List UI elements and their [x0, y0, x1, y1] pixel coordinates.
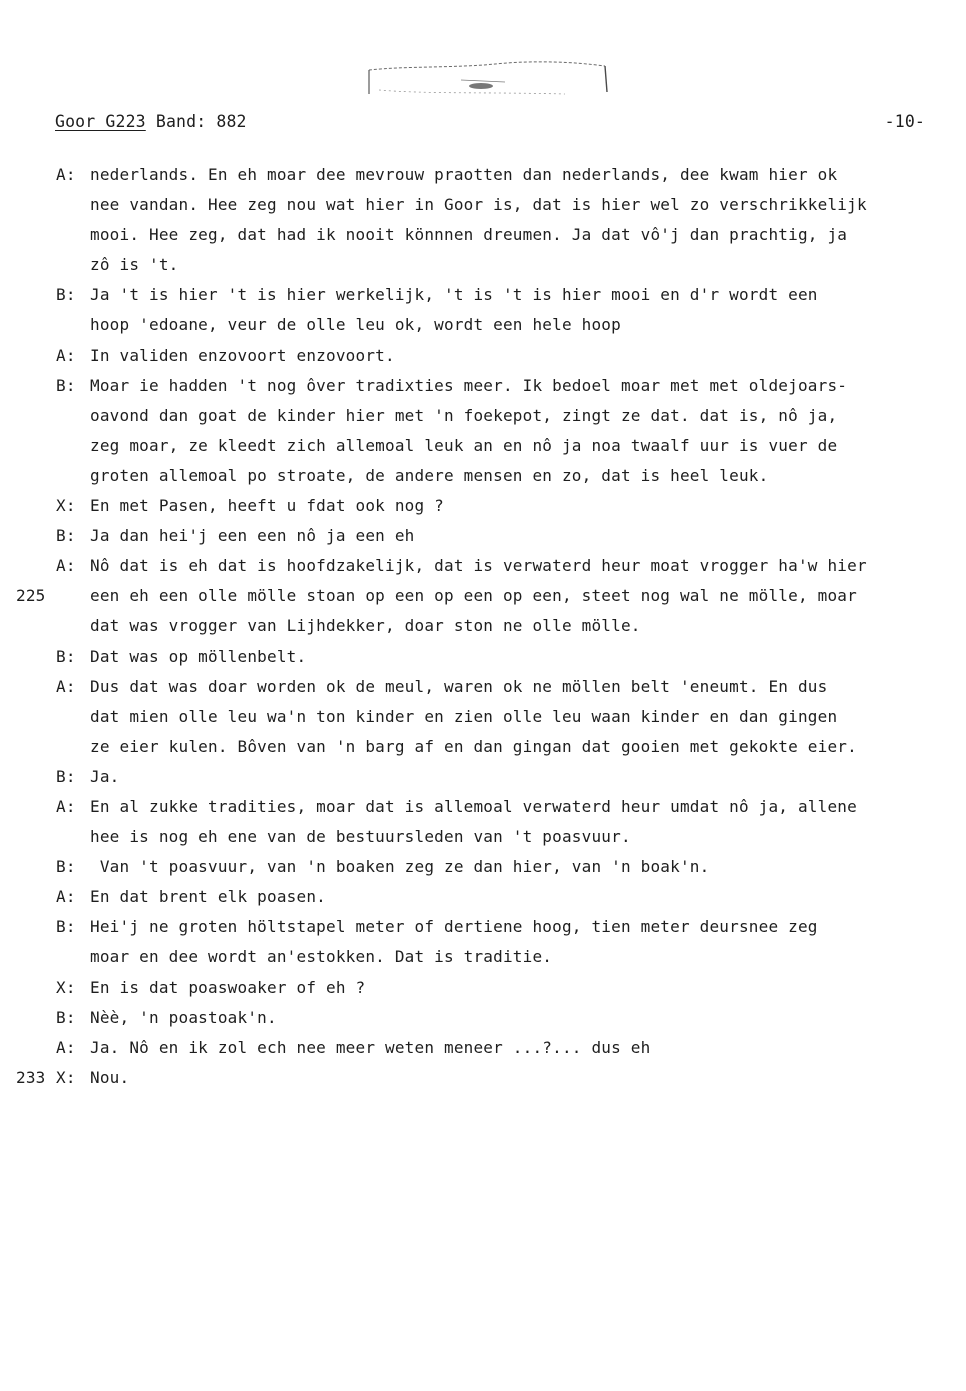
speaker-label: B:	[56, 285, 76, 305]
line-text: Nô dat is eh dat is hoofdzakelijk, dat is verwaterd heur moat vrogger ha'w hier	[90, 556, 867, 576]
transcript-body	[0, 160, 966, 1093]
line-text: Ja dan hei'j een een nô ja een eh	[90, 526, 415, 546]
transcript-line	[0, 521, 966, 551]
line-number-marker: 233	[16, 1067, 46, 1087]
archive-stamp-mark	[365, 58, 613, 102]
line-text: Moar ie hadden 't nog ôver tradixties meer. Ik bedoel moar met met oldejoars-	[90, 375, 848, 395]
speaker-label: X:	[56, 977, 76, 997]
line-text: Ja. Nô en ik zol ech nee meer weten meneer ...?... dus eh	[90, 1037, 651, 1057]
transcript-line	[0, 1003, 966, 1033]
speaker-label: A:	[56, 165, 76, 184]
line-text: dat was vrogger van Lijhdekker, doar ston ne olle mölle.	[90, 616, 641, 636]
line-text: ze eier kulen. Bôven van 'n barg af en dan gingan dat gooien met gekokte eier.	[90, 736, 857, 756]
transcript-line	[0, 942, 966, 972]
line-text: nederlands. En eh moar dee mevrouw praotten dan nederlands, dee kwam hier ok	[90, 165, 838, 184]
line-text: Nèè, 'n poastoak'n.	[90, 1007, 277, 1027]
line-number-marker: 225	[16, 586, 46, 606]
line-text: Van 't poasvuur, van 'n boaken zeg ze dan hier, van 'n boak'n.	[90, 857, 710, 877]
recording-code: Goor G223	[55, 112, 146, 131]
line-text: mooi. Hee zeg, dat had ik nooit könnnen dreumen. Ja dat vô'j dan prachtig, ja	[90, 225, 848, 245]
line-text: En met Pasen, heeft u fdat ook nog ?	[90, 496, 444, 516]
line-text: En dat brent elk poasen.	[90, 887, 326, 907]
transcript-line	[0, 882, 966, 912]
transcript-line	[0, 190, 966, 220]
transcript-line	[0, 431, 966, 461]
transcript-line	[0, 310, 966, 340]
line-text: hee is nog eh ene van de bestuursleden van 't poasvuur.	[90, 827, 631, 847]
speaker-label: A:	[56, 676, 76, 696]
speaker-label: X:	[56, 1067, 76, 1087]
transcript-line	[0, 250, 966, 280]
line-text: nee vandan. Hee zeg nou wat hier in Goor is, dat is hier wel zo verschrikkelijk	[90, 195, 867, 215]
speaker-label: B:	[56, 646, 76, 666]
recording-reference	[55, 112, 247, 131]
line-text: dat mien olle leu wa'n ton kinder en zien olle leu waan kinder en dan gingen	[90, 706, 838, 726]
line-text: Hei'j ne groten höltstapel meter of dertiene hoog, tien meter deursnee zeg	[90, 917, 818, 937]
transcript-line	[0, 732, 966, 762]
transcript-line	[0, 611, 966, 641]
line-text: zeg moar, ze kleedt zich allemoal leuk an en nô ja noa twaalf uur is vuer de	[90, 435, 838, 455]
speaker-label: A:	[56, 887, 76, 907]
line-text: Dus dat was doar worden ok de meul, waren ok ne möllen belt 'eneumt. En dus	[90, 676, 828, 696]
speaker-label: B:	[56, 526, 76, 546]
band-number: 882	[216, 112, 247, 131]
speaker-label: B:	[56, 375, 76, 395]
transcript-line	[0, 341, 966, 371]
line-text: Dat was op möllenbelt.	[90, 646, 307, 666]
line-text: hoop 'edoane, veur de olle leu ok, wordt een hele hoop	[90, 315, 621, 335]
speaker-label: B:	[56, 917, 76, 937]
page-header	[55, 112, 925, 136]
transcript-line	[0, 672, 966, 702]
transcript-line	[0, 702, 966, 732]
transcript-line	[0, 792, 966, 822]
line-text: oavond dan goat de kinder hier met 'n foekepot, zingt ze dat. dat is, nô ja,	[90, 405, 838, 425]
line-text: En al zukke tradities, moar dat is allemoal verwaterd heur umdat nô ja, allene	[90, 796, 857, 816]
transcript-line	[0, 912, 966, 942]
transcript-line	[0, 852, 966, 882]
transcript-line	[0, 1063, 966, 1093]
transcript-line	[0, 371, 966, 401]
line-text: In validen enzovoort enzovoort.	[90, 345, 395, 365]
speaker-label: B:	[56, 766, 76, 786]
transcript-line	[0, 280, 966, 310]
transcript-line	[0, 822, 966, 852]
speaker-label: A:	[56, 1037, 76, 1057]
speaker-label: A:	[56, 556, 76, 576]
line-text: Ja.	[90, 766, 120, 786]
line-text: zô is 't.	[90, 255, 179, 275]
line-text: Nou.	[90, 1067, 130, 1087]
speaker-label: B:	[56, 857, 76, 877]
line-text: En is dat poaswoaker of eh ?	[90, 977, 366, 997]
transcript-line	[0, 491, 966, 521]
transcript-line	[0, 1033, 966, 1063]
transcript-line	[0, 461, 966, 491]
line-text: een eh een olle mölle stoan op een op een op een, steet nog wal ne mölle, moar	[90, 586, 857, 606]
transcript-line	[0, 973, 966, 1003]
speaker-label: A:	[56, 796, 76, 816]
page-number: -10-	[884, 112, 925, 131]
line-text: Ja 't is hier 't is hier werkelijk, 't is 't is hier mooi en d'r wordt een	[90, 285, 818, 305]
transcript-line	[0, 642, 966, 672]
speaker-label: B:	[56, 1007, 76, 1027]
transcript-line	[0, 762, 966, 792]
line-text: groten allemoal po stroate, de andere mensen en zo, dat is heel leuk.	[90, 465, 769, 485]
speaker-label: X:	[56, 496, 76, 516]
transcript-line	[0, 220, 966, 250]
transcript-line	[0, 551, 966, 581]
transcript-line	[0, 581, 966, 611]
band-label: Band:	[155, 112, 207, 131]
speaker-label: A:	[56, 345, 76, 365]
transcript-line	[0, 160, 966, 190]
transcript-line	[0, 401, 966, 431]
line-text: moar en dee wordt an'estokken. Dat is traditie.	[90, 947, 553, 967]
